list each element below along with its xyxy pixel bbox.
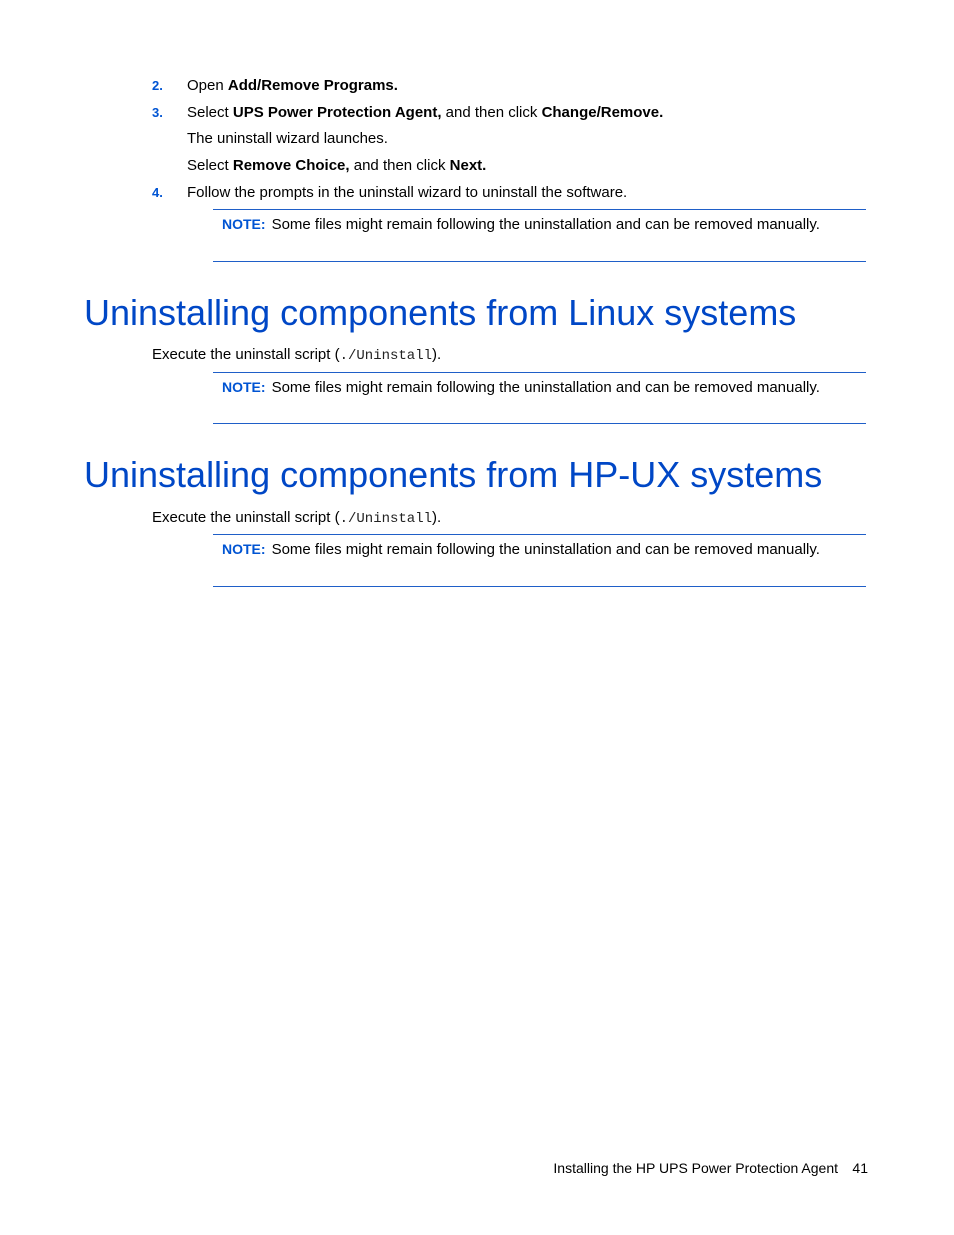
step-number: 4. [152,185,163,200]
step-text: Open Add/Remove Programs. [187,77,398,94]
note-text: Some files might remain following the uninstallation and can be removed manually. [271,379,820,396]
step-text: Select UPS Power Protection Agent, and then click Change/Remove. [187,104,664,121]
footer-title: Installing the HP UPS Power Protection Agent [553,1160,838,1176]
note-box [213,209,866,262]
note-line [222,215,820,234]
step-number: 2. [152,78,163,93]
note-box [213,534,866,587]
step-number: 3. [152,105,163,120]
code-uninstall: ./Uninstall [339,511,433,527]
step-3-continuation-1: The uninstall wizard launches. [187,130,388,147]
note-line [222,540,820,559]
note-box [213,372,866,424]
page-number: 41 [852,1160,868,1176]
note-text: Some files might remain following the uninstallation and can be removed manually. [271,541,820,558]
code-uninstall: ./Uninstall [339,348,433,364]
step-3-continuation-2: Select Remove Choice, and then click Next. [187,157,487,174]
note-label: NOTE: [222,216,266,232]
note-line [222,378,820,397]
section-heading-hpux: Uninstalling components from HP-UX systems [84,454,823,495]
step-text: Follow the prompts in the uninstall wizard to uninstall the software. [187,184,628,201]
note-label: NOTE: [222,379,266,395]
section-heading-linux: Uninstalling components from Linux systems [84,292,797,333]
note-text: Some files might remain following the uninstallation and can be removed manually. [271,216,820,233]
note-label: NOTE: [222,541,266,557]
section-paragraph-linux: Execute the uninstall script (./Uninstall). [152,346,442,364]
section-paragraph-hpux: Execute the uninstall script (./Uninstall). [152,509,442,527]
